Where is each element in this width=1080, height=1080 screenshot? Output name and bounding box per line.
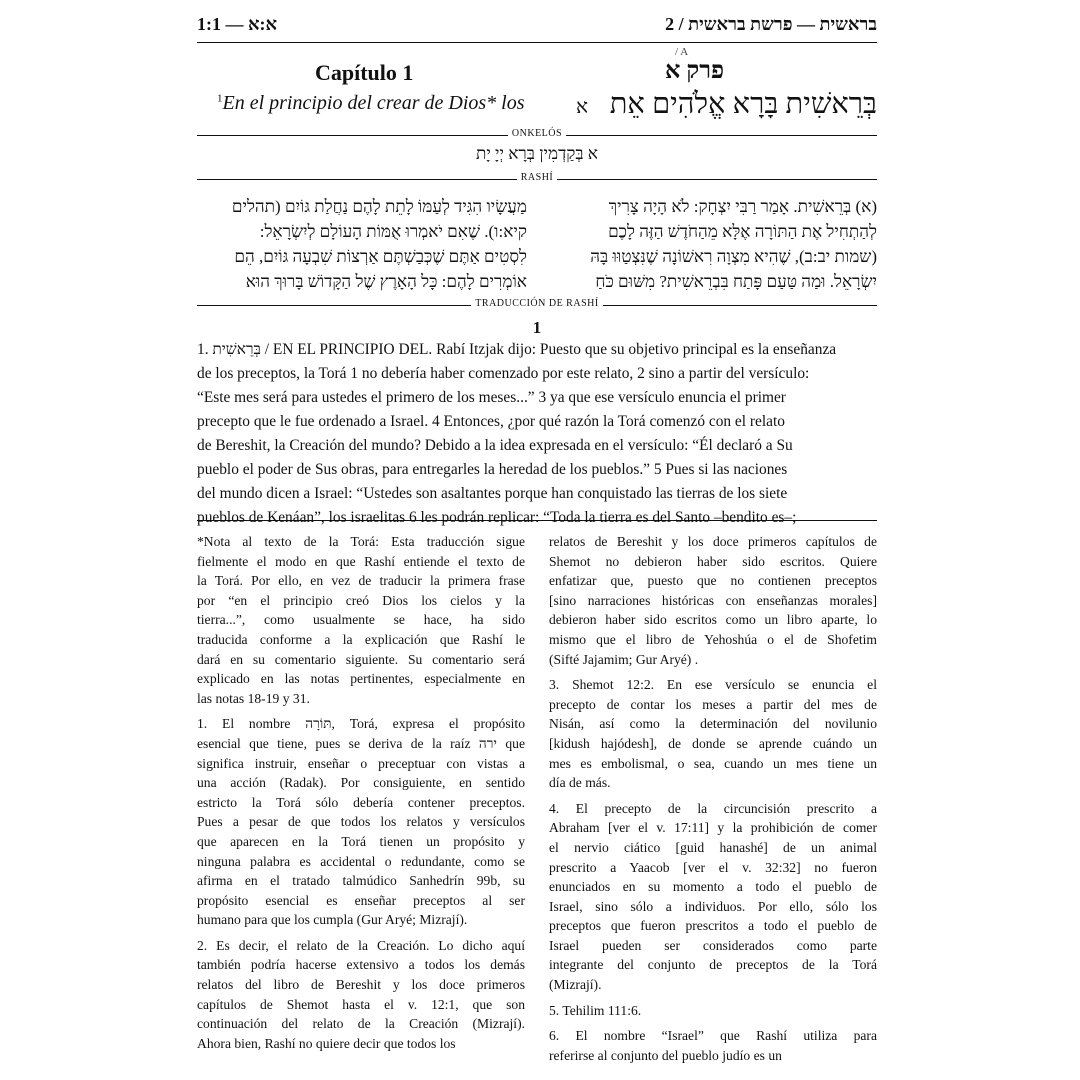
- footnote-line: integrante del conjunto de preceptos de la Torá: [549, 957, 877, 973]
- footnote-line: Abraham [ver el v. 17:11] y la prohibición de comer: [549, 820, 877, 836]
- footnote-line: día de más.: [549, 775, 611, 791]
- footnote: [549, 532, 877, 669]
- footnotes-left-column: [197, 532, 525, 1059]
- onkelos-divider: [197, 128, 877, 142]
- translation-text: [197, 338, 877, 530]
- chapter-mark: / A: [675, 46, 689, 58]
- footnote-line: debieron haber sido escritos como un libro aparte, lo: [549, 612, 877, 628]
- footnote-line: 2. Es decir, el relato de la Creación. Lo dicho aquí: [197, 937, 525, 953]
- translation-divider: [197, 298, 877, 312]
- footnote-line: precepto de contar los meses a partir del mes de: [549, 696, 877, 712]
- translation-verse-number: 1: [532, 318, 542, 337]
- footnote-line: 6. El nombre “Israel” que Rashí utiliza para: [549, 1028, 877, 1044]
- hebrew-chapter-title: פרק א: [665, 58, 725, 84]
- footnote-line: la Torá. Por ello, en vez de traducir la primera frase: [197, 573, 525, 589]
- header-verse-ref: 1:1 — א:א: [197, 14, 278, 34]
- rashi-line: (שמות יב:ב), שֶׁהִיא מִצְוָה רִאשׁוֹנָה שֶׁנִּצְטַוּוּ בָּהּ: [590, 247, 877, 266]
- hebrew-verse-number: א: [575, 96, 588, 118]
- footnote-line: humano para que los cumpla (Gur Aryé; Mizrají).: [197, 912, 468, 928]
- footnote-line: el nervio ciático [guid hanashé] de un animal: [549, 839, 877, 855]
- translation-line: del mundo dicen a Israel: “Ustedes son asaltantes porque han conquistado las tierras de los siete: [197, 485, 788, 502]
- rashi-line: מַעֲשָׂיו הִגִּיד לְעַמּוֹ לָתֵת לָהֶם נַחֲלַת גּוֹיִם (תהלים: [231, 197, 527, 216]
- footnote-line: prescrito a Yaacob [ver el v. 32:32] no fueron: [549, 859, 877, 875]
- translation-line: pueblos de Kenáan”, los israelitas 6 les podrán replicar: “Toda la tierra es del Santo –bendito es–;: [197, 509, 797, 526]
- footnote-line: propósito esencial es enseñar preceptos al ser: [197, 892, 525, 908]
- rashi-left-column: [197, 194, 527, 294]
- spanish-verse: [217, 92, 525, 115]
- footnote-line: preceptos que fueron prescritos a todo el pueblo de: [549, 918, 877, 934]
- footnote-line: *Nota al texto de la Torá: Esta traducción sigue: [197, 534, 525, 549]
- footnote-line: mismo que el libro de Yehoshúa o el de Shofetim: [549, 631, 877, 647]
- footnote-line: significa instruir, enseñar o preceptuar con vistas a: [197, 755, 525, 771]
- footnote-line: enunciados en su momento a todo el pueblo de: [549, 879, 877, 895]
- footnote: [549, 799, 877, 995]
- footnote-line: Ahora bien, Rashí no quiere decir que todos los: [197, 1035, 456, 1051]
- rashi-line: קיא:ו). שֶׁאִם יֹאמְרוּ אֻמּוֹת הָעוֹלָם לְיִשְׂרָאֵל:: [259, 222, 527, 241]
- footnote-line: 1. El nombre תּוֹרָה, Torá, expresa el propósito: [197, 716, 525, 732]
- footnotes-rule: [197, 520, 877, 521]
- footnote: [549, 1026, 877, 1065]
- rashi-line: לִסְטִים אַתֶּם שֶׁכְּבַשְׁתֶּם אַרְצוֹת שִׁבְעָה גּוֹיִם, הֵם: [234, 247, 527, 266]
- footnote: [197, 714, 525, 930]
- translation-line: precepto que le fue ordenado a Israel. 4 Entonces, ¿por qué razón la Torá comenzó con el relato: [197, 413, 785, 430]
- verse-superscript: 1: [217, 92, 223, 105]
- rashi-label: RASHÍ: [517, 172, 558, 183]
- rashi-line: יִשְׂרָאֵל. וּמַה טַּעַם פָּתַח בִּבְרֵאשִׁית? מִשּׁוּם כֹּחַ: [595, 272, 877, 291]
- header-rule: [197, 42, 877, 43]
- footnote: [549, 675, 877, 793]
- footnote-line: 4. El precepto de la circuncisión prescrito a: [549, 800, 877, 816]
- footnote-line: traducida conforme a la explicación que Rashí le: [197, 631, 525, 647]
- footnote-line: 3. Shemot 12:2. En ese versículo se enuncia el: [549, 677, 877, 693]
- hebrew-verse: [576, 88, 877, 121]
- book-page: [197, 8, 877, 1078]
- footnote-line: referirse al conjunto del pueblo judío es un: [549, 1047, 782, 1063]
- footnote-line: continuación del relato de la Creación (Mizrají).: [197, 1016, 525, 1032]
- footnote: [549, 1001, 877, 1021]
- spanish-chapter-title: Capítulo 1: [315, 60, 414, 85]
- footnote-line: (Mizrají).: [549, 977, 602, 993]
- footnote-line: Nisán, así como la determinación del novilunio: [549, 716, 877, 732]
- footnote-line: esencial que tiene, pues se deriva de la raíz ירה que: [197, 735, 525, 751]
- header-parasha: בראשית — פרשת בראשית / 2: [665, 14, 877, 34]
- spanish-verse-text: En el principio del crear de Dios* los: [222, 92, 525, 114]
- translation-line: de los preceptos, la Torá 1 no debería haber comenzado por este relato, 2 sino a partir del versículo:: [197, 365, 810, 382]
- footnote: [197, 532, 525, 708]
- rashi-line: לְהַתְחִיל אֶת הַתּוֹרָה אֶלָּא מֵהַחֹדֶשׁ הַזֶּה לָכֶם: [608, 222, 877, 241]
- footnote: [197, 936, 525, 1054]
- footnote-line: 5. Tehilim 111:6.: [549, 1002, 642, 1018]
- hebrew-verse-text: בְּרֵאשִׁית בָּרָא אֱלֹהִים אֵת: [609, 88, 877, 120]
- onkelos-text: א בְּקַדְמִין בְּרָא יְיָ יָת: [475, 144, 599, 163]
- footnote-line: dará en su comentario siguiente. Su comentario será: [197, 651, 525, 667]
- footnote-line: [kidush hajódesh], de donde se aprende cuándo un: [549, 735, 877, 751]
- translation-line: 1. בְּרֵאשִׁית / EN EL PRINCIPIO DEL. Rabí Itzjak dijo: Puesto que su objetivo principal es la enseñanza: [197, 341, 837, 358]
- footnote-line: Israel pueden ser considerados como parte: [549, 937, 877, 953]
- translation-line: de Bereshit, la Creación del mundo? Debido a la idea expresada en el versículo: “Él declaró a Su: [197, 437, 793, 454]
- rashi-line: אוֹמְרִים לָהֶם: כָּל הָאָרֶץ שֶׁל הַקָּדוֹשׁ בָּרוּךְ הוּא: [245, 272, 527, 291]
- rashi-right-column: [547, 194, 877, 294]
- translation-line: “Este mes será para ustedes el primero de los meses...” 3 ya que ese versículo enuncia el primer: [197, 389, 786, 406]
- footnote-line: estricto la Torá sólo debería contener preceptos.: [197, 794, 525, 810]
- footnote-line: las notas 18-19 y 31.: [197, 690, 310, 706]
- footnote-line: mes es embolismal, o sea, cuando un mes tiene un: [549, 755, 877, 771]
- footnote-line: ninguna palabra es accidental o redundante, como se: [197, 853, 525, 869]
- footnote-line: explicado en las notas pertinentes, especialmente en: [197, 671, 525, 687]
- translation-label: TRADUCCIÓN DE RASHÍ: [471, 298, 602, 309]
- footnote-line: enfatizar que, puesto que no contienen preceptos: [549, 573, 877, 589]
- footnote-line: una acción (Radak). Por consiguiente, en sentido: [197, 775, 525, 791]
- rashi-line: (א) בְּרֵאשִׁית. אָמַר רַבִּי יִצְחָק: לֹא הָיָה צָרִיךְ: [608, 197, 877, 216]
- footnote-line: fielmente el modo en que Rashí entiende el texto de: [197, 553, 525, 569]
- footnote-line: afirma en el tratado talmúdico Sanhedrín 99b, su: [197, 873, 525, 889]
- footnote-line: Israel, sino sólo a individuos. Por ello, sólo los: [549, 898, 877, 914]
- footnote-line: relatos de Bereshit y los doce primeros capítulos de: [549, 534, 877, 549]
- footnote-line: (Sifté Jajamim; Gur Aryé) .: [549, 651, 699, 667]
- footnote-line: [sino narraciones históricas con enseñanzas morales]: [549, 592, 877, 608]
- footnote-line: también podría hacerse extensivo a todos los demás: [197, 957, 525, 973]
- footnote-line: Shemot no debieron haber sido escritos. Quiere: [549, 553, 877, 569]
- footnotes-right-column: [549, 532, 877, 1071]
- onkelos-label: ONKELÓS: [508, 128, 566, 139]
- footnote-line: tierra...”, como usualmente se hace, ha sido: [197, 612, 525, 628]
- translation-line: pueblo el poder de Sus obras, para entregarles la heredad de los pueblos.” 5 Pues si las naciones: [197, 461, 788, 478]
- running-header: [197, 12, 877, 40]
- footnote-line: relatos del libro de Bereshit y los doce primeros: [197, 977, 525, 993]
- footnote-line: que aparecen en la Torá tienen un propósito y: [197, 833, 525, 849]
- footnote-line: Pues a pesar de que todos los relatos y versículos: [197, 814, 525, 830]
- rashi-divider: [197, 172, 877, 186]
- footnote-line: capítulos de Shemot hasta el v. 12:1, que son: [197, 996, 525, 1012]
- footnote-line: por “en el principio creó Dios los cielos y la: [197, 592, 525, 608]
